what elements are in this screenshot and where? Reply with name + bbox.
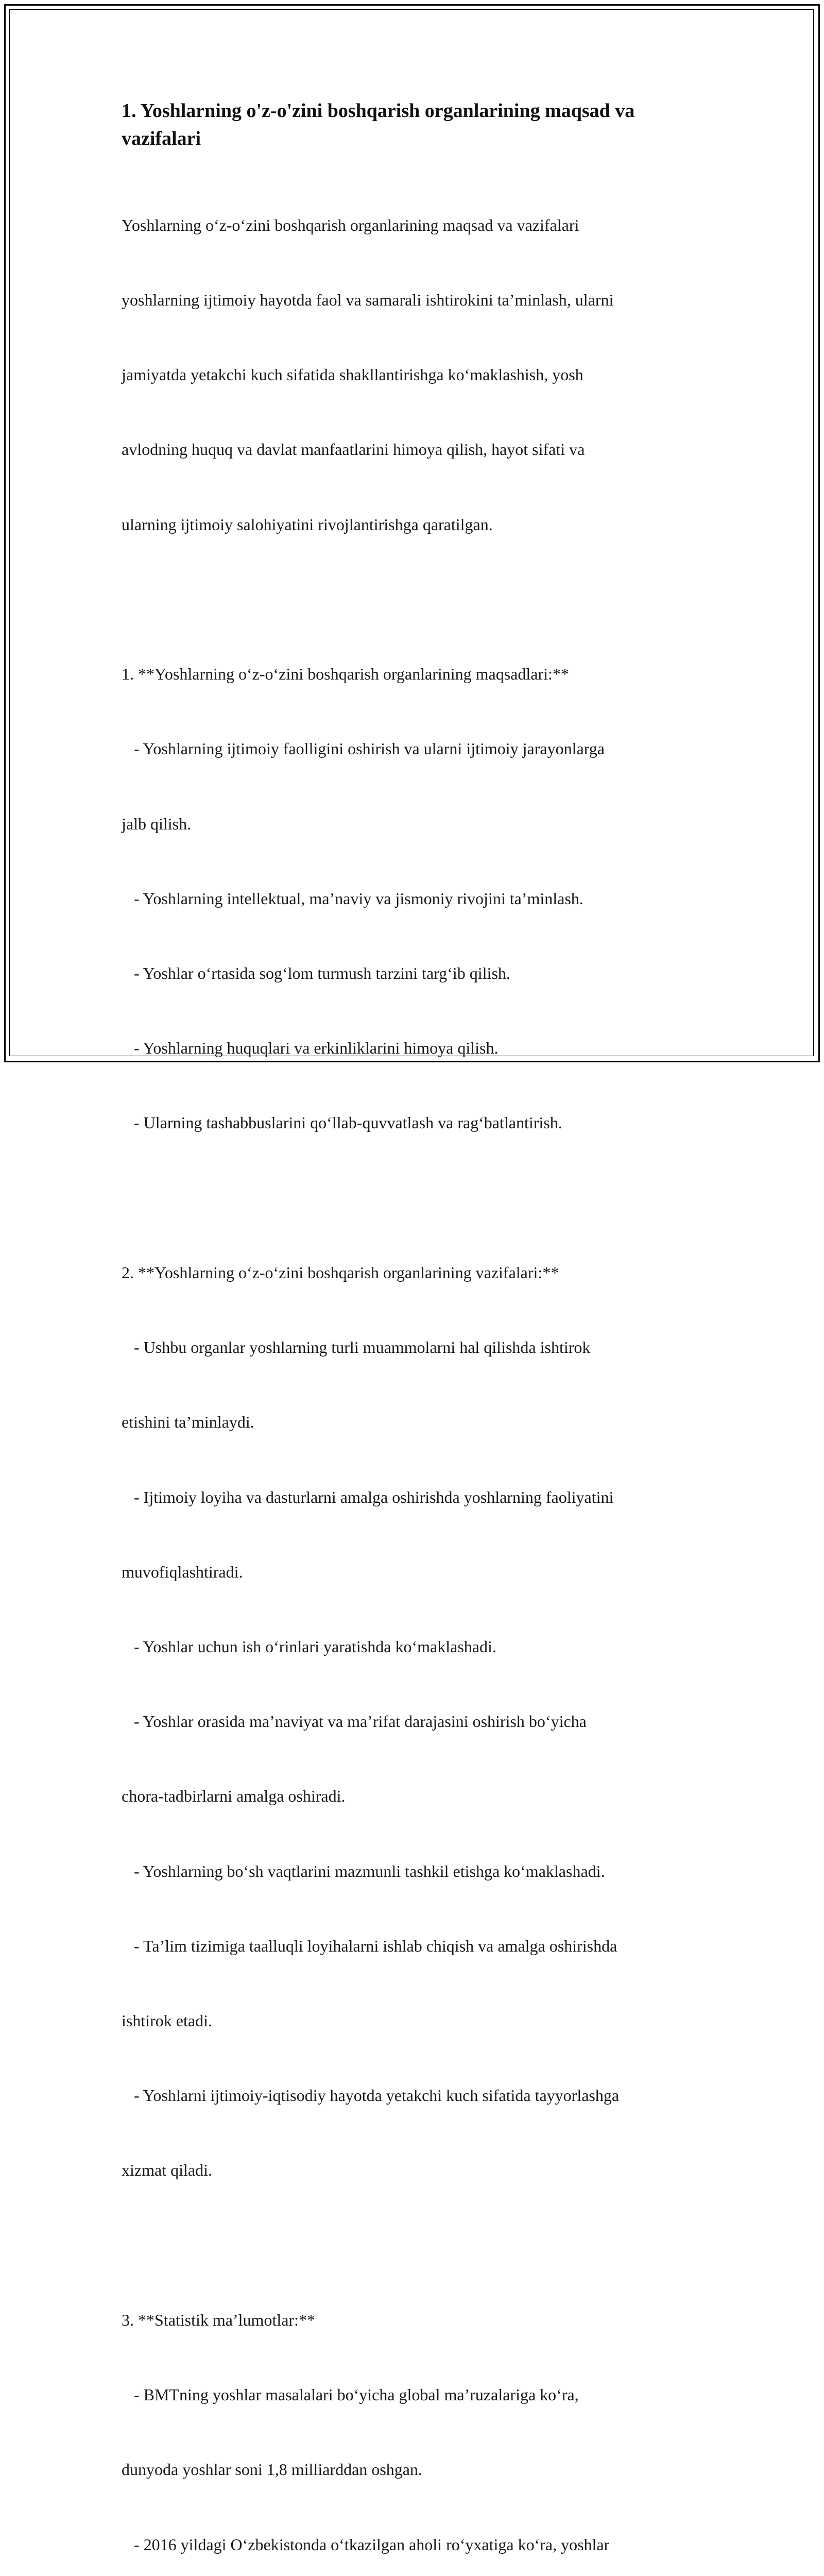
list-item: - BMTning yoshlar masalalari bo‘yicha global ma’ruzalariga ko‘ra, (122, 2385, 579, 2404)
section-title: 3. **Statistik ma’lumotlar:** (122, 2310, 315, 2329)
section-statistics (122, 2258, 709, 2576)
document-heading (122, 97, 709, 152)
list-item-continuation: ishtirok etadi. (122, 2011, 212, 2030)
text-line: ularning ijtimoiy salohiyatini rivojlantirishga qaratilgan. (122, 515, 493, 534)
list-item-continuation: chora-tadbirlarni amalga oshiradi. (122, 1787, 346, 1806)
section-tasks (122, 1210, 709, 2233)
list-item: - Yoshlarning ijtimoiy faolligini oshirish va ularni ijtimoiy jarayonlarga (122, 739, 605, 758)
blank-line (122, 2233, 709, 2258)
heading-line: 1. Yoshlarning o'z-o'zini boshqarish organlarining maqsad va (122, 100, 635, 122)
list-item: - Yoshlar orasida ma’naviyat va ma’rifat darajasini oshirish bo‘yicha (122, 1712, 587, 1731)
text-line: jamiyatda yetakchi kuch sifatida shakllantirishga ko‘maklashish, yosh (122, 365, 583, 384)
list-item-continuation: dunyoda yoshlar soni 1,8 milliarddan oshgan. (122, 2460, 422, 2479)
heading-line: vazifalari (122, 128, 201, 149)
list-item: - Yoshlar uchun ish o‘rinlari yaratishda ko‘maklashadi. (122, 1637, 496, 1656)
list-item: - Yoshlarning intellektual, ma’naviy va jismoniy rivojini ta’minlash. (122, 889, 583, 908)
list-item-continuation: etishini ta’minlaydi. (122, 1413, 254, 1432)
list-item: - Ushbu organlar yoshlarning turli muammolarni hal qilishda ishtirok (122, 1338, 591, 1357)
list-item: - Yoshlarning huquqlari va erkinliklarini himoya qilish. (122, 1039, 499, 1058)
list-item: - 2016 yildagi O‘zbekistonda o‘tkazilgan aholi ro‘yxatiga ko‘ra, yoshlar (122, 2535, 610, 2554)
list-item-continuation: jalb qilish. (122, 814, 192, 833)
list-item-continuation: xizmat qiladi. (122, 2161, 212, 2180)
blank-line (122, 587, 709, 612)
text-line: Yoshlarning o‘z-o‘zini boshqarish organlarining maqsad va vazifalari (122, 215, 579, 234)
list-item: - Ularning tashabbuslarini qo‘llab-quvvatlash va rag‘batlantirish. (122, 1113, 562, 1132)
list-item: - Ijtimoiy loyiha va dasturlarni amalga oshirishda yoshlarning faoliyatini (122, 1487, 614, 1506)
document-body (122, 97, 709, 2576)
list-item: - Yoshlarning bo‘sh vaqtlarini mazmunli tashkil etishga ko‘maklashadi. (122, 1861, 605, 1880)
list-item: - Ta’lim tizimiga taalluqli loyihalarni ishlab chiqish va amalga oshirishda (122, 1936, 617, 1955)
text-line: yoshlarning ijtimoiy hayotda faol va samarali ishtirokini ta’minlash, ularni (122, 291, 614, 310)
list-item: - Yoshlar o‘rtasida sog‘lom turmush tarzini targ‘ib qilish. (122, 963, 510, 982)
section-goals (122, 612, 709, 1185)
section-title: 2. **Yoshlarning o‘z-o‘zini boshqarish organlarining vazifalari:** (122, 1263, 559, 1282)
intro-paragraph (122, 163, 709, 587)
blank-line (122, 1185, 709, 1210)
list-item-continuation: muvofiqlashtiradi. (122, 1562, 243, 1581)
list-item: - Yoshlarni ijtimoiy-iqtisodiy hayotda yetakchi kuch sifatida tayyorlashga (122, 2086, 620, 2105)
text-line: avlodning huquq va davlat manfaatlarini himoya qilish, hayot sifati va (122, 440, 585, 459)
section-title: 1. **Yoshlarning o‘z-o‘zini boshqarish organlarining maqsadlari:** (122, 665, 569, 684)
